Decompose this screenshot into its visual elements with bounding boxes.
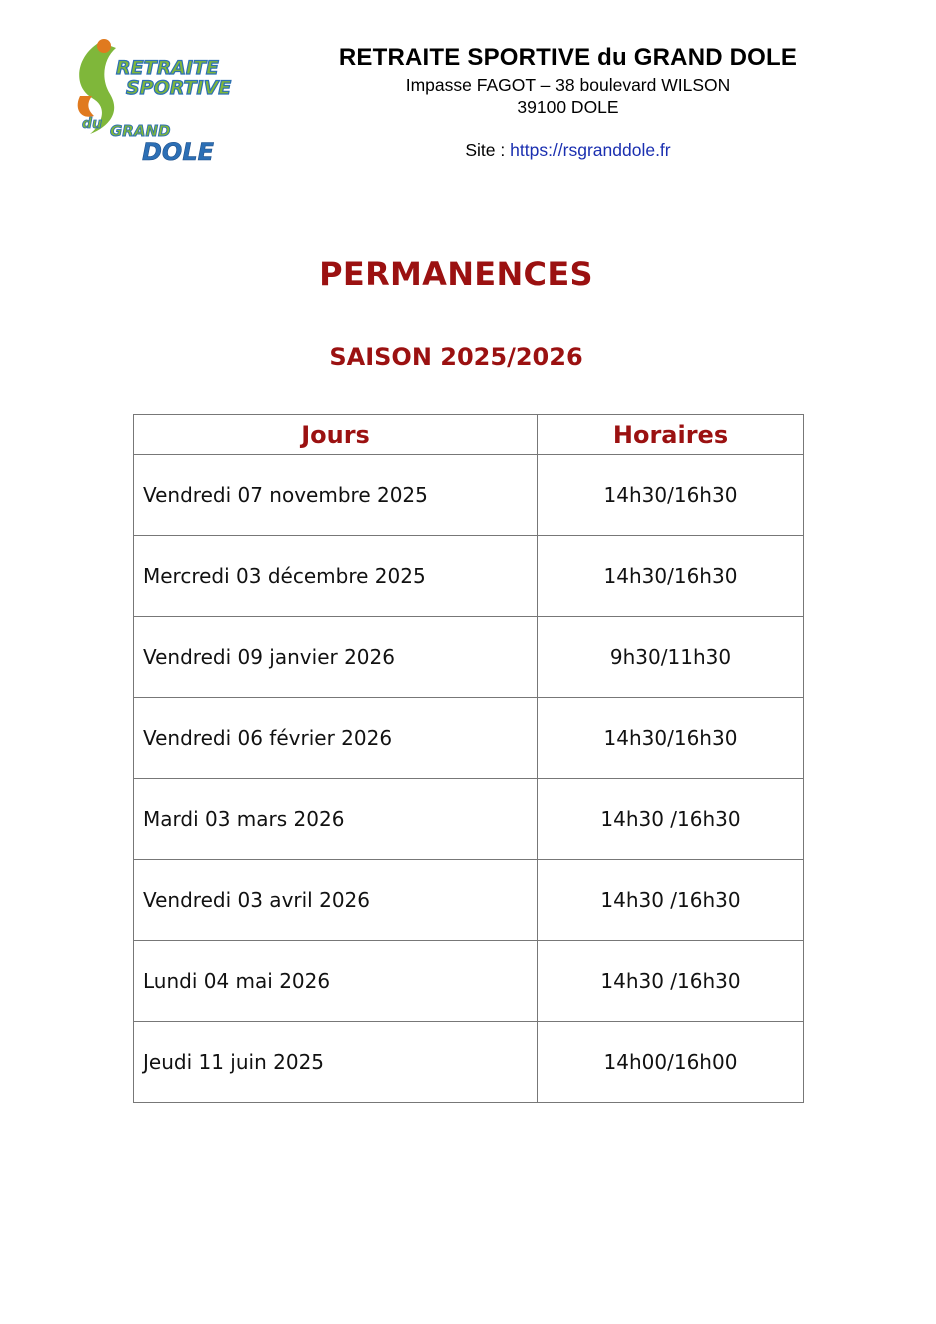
org-name: RETRAITE SPORTIVE du GRAND DOLE [338,44,798,71]
logo-text-sportive: SPORTIVE [126,77,232,99]
row-day: Lundi 04 mai 2026 [134,941,538,1022]
logo-orange-shape [78,96,94,117]
row-hours: 14h30 /16h30 [538,860,804,941]
header-hours: Horaires [538,415,804,455]
page-title: PERMANENCES [319,255,593,293]
row-hours: 9h30/11h30 [538,617,804,698]
org-city: 39100 DOLE [517,97,619,117]
site-label: Site : [465,140,511,160]
org-address: Impasse FAGOT – 38 boulevard WILSON [405,75,731,95]
row-day: Vendredi 09 janvier 2026 [134,617,538,698]
table-row [134,779,804,860]
row-hours: 14h00/16h00 [538,1022,804,1103]
logo-text-dole: DOLE [142,138,215,166]
schedule-table [133,414,804,1103]
logo-text-retraite: RETRAITE [116,57,219,79]
table-row [134,1022,804,1103]
table-row [134,455,804,536]
row-day: Jeudi 11 juin 2025 [134,1022,538,1103]
table-header-row [134,415,804,455]
header-days: Jours [134,415,538,455]
row-day: Mardi 03 mars 2026 [134,779,538,860]
row-day: Mercredi 03 décembre 2025 [134,536,538,617]
table-row [134,941,804,1022]
row-day: Vendredi 07 novembre 2025 [134,455,538,536]
club-logo [70,36,240,168]
logo-head-shape [97,39,111,53]
row-hours: 14h30/16h30 [538,455,804,536]
logo-text-grand: GRAND [110,122,171,140]
row-day: Vendredi 03 avril 2026 [134,860,538,941]
row-hours: 14h30 /16h30 [538,779,804,860]
row-day: Vendredi 06 février 2026 [134,698,538,779]
site-line [300,140,836,161]
row-hours: 14h30/16h30 [538,698,804,779]
table-row [134,860,804,941]
logo-text-du: du [82,116,102,132]
site-link[interactable]: https://rsgranddole.fr [510,140,671,160]
table-row [134,617,804,698]
table-row [134,698,804,779]
row-hours: 14h30 /16h30 [538,941,804,1022]
season-subtitle: SAISON 2025/2026 [329,343,583,371]
row-hours: 14h30/16h30 [538,536,804,617]
table-row [134,536,804,617]
